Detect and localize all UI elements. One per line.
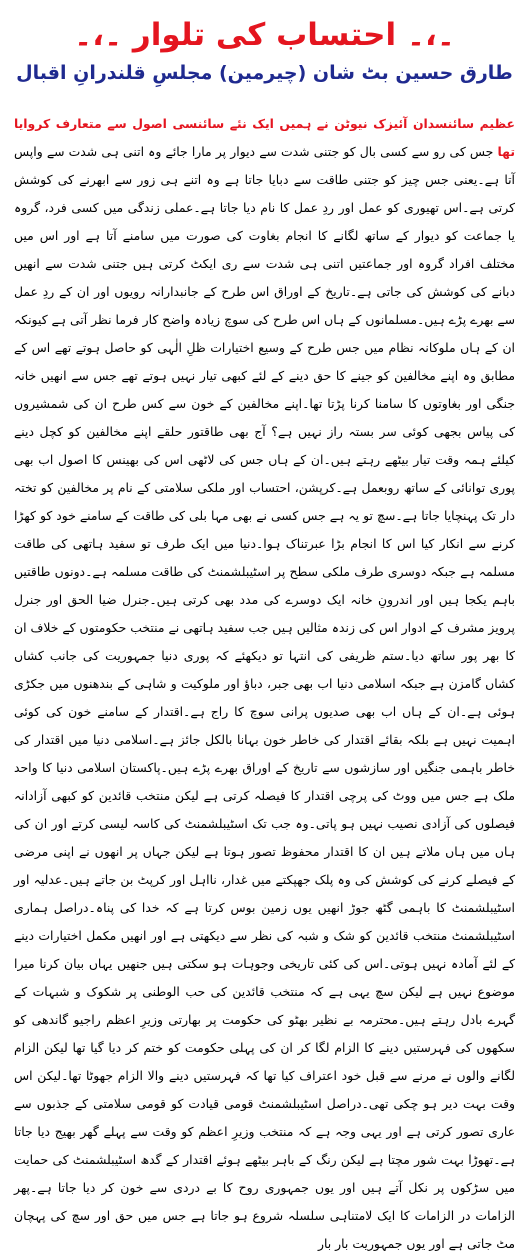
article-body-text: جس کی رو سے کسی بال کو جتنی شدت سے دیوار پر مارا جائے وہ اتنی ہی شدت سے واپس آتا ہے۔یعنی جس چیز کو جتنی طاقت سے دبایا جاتا ہے وہ اتنے ہی زور سے ابھرنے کی کوشش کرتی ہے۔اس تھیوری کو عمل اور ردِ عمل کا نام دیا جاتا ہے۔عملی زندگی میں کسی فرد، گروہ یا جماعت کو دیوار کے ساتھ لگانے کا انجام بغاوت کی صورت میں سامنے آتا ہے اور اس میں مختلف افراد گروہ اور جماعتیں اتنی ہی شدت سے ری ایکٹ کرتی ہیں جتنی شدت سے انھیں دبانے کی کوشش کی جاتی ہے۔تاریخ کے اوراق اس طرح کے جانبدارانہ رویوں اور ان کے ردِ عمل سے بھرے پڑے ہیں۔مسلمانوں کے ہاں اس طرح کی سوچ زیادہ واضح کار فرما نظر آتی ہے کیونکہ ان کے ہاں ملوکانہ نظام میں جس طرح کے وسیع اختیارات ظلِ الٰہی کو حاصل ہوتے تھے اس کے مطابق وہ اپنے مخالفین کو جینے کا حق دینے کے لئے کبھی تیار نہیں ہوتے تھے جس سے انھیں خانہ جنگی اور بغاوتوں کا سامنا کرنا پڑتا تھا۔اپنے مخالفین کے خون سے کس طرح ان کی شمشیروں کی پیاس بجھی کوئی سر بستہ راز نہیں ہے؟ آج بھی طاقتور حلقے اپنے مخالفین کو کچل دینے کیلئے ہمہ وقت تیار بیٹھے رہتے ہیں۔ان کے ہاں جس کی لاٹھی اس کی بھینس کا اصول اب بھی پوری توانائی کے ساتھ روبعمل ہے۔کرپشن، احتساب اور ملکی سلامتی کے نام پر مخالفین کو تختہ دار تک پہنچایا جاتا ہے۔سچ تو یہ ہے جس کسی نے بھی مہا بلی کی طاقت کے سامنے خود کو کھڑا کرنے سے انکار کیا اس کا انجام بڑا عبرتناک ہوا۔دنیا میں ایک طرف تو سفید ہاتھی کی طاقت مسلمہ ہے جبکہ دوسری طرف ملکی سطح پر اسٹیبلشمنٹ کی طاقت مسلمہ ہے۔دونوں طاقتیں باہم یکجا ہیں اور اندرونِ خانہ ایک دوسرے کی مدد بھی کرتی ہیں۔جنرل ضیا الحق اور جنرل پرویز مشرف کے ادوار اس کی زندہ مثالیں ہیں جب سفید ہاتھی نے منتخب حکومتوں کے خلاف ان کا بھر پور ساتھ دیا۔ستم ظریفی کی انتہا تو دیکھئے کہ پوری دنیا جمہوریت کی جانب کشاں کشاں گامزن ہے جبکہ اسلامی دنیا اب بھی جبر، دباؤ اور ملوکیت و شاہی کے بندھنوں میں جکڑی ہوئی ہے۔ان کے ہاں اب بھی صدیوں پرانی سوچ کا راج ہے۔اقتدار کے سامنے خون کی کوئی اہمیت نہیں ہے بلکہ بقائے اقتدار کی خاطر خون بہانا بالکل جائز ہے۔اسلامی دنیا میں اقتدار کی خاطر باہمی جنگیں اور سازشوں سے تاریخ کے اوراق بھرے پڑے ہیں۔پاکستان اسلامی دنیا کا واحد ملک ہے جس میں ووٹ کی پرچی اقتدار کا فیصلہ کرتی ہے لیکن منتخب قائدین کو کبھی آزادانہ فیصلوں کی آزادی نصیب نہیں ہو پاتی۔وہ جب تک اسٹیبلشمنٹ کی کاسہ لیسی کرتے اور ان کی ہاں میں ہاں ملاتے ہیں ان کا اقتدار محفوظ تصور ہوتا ہے لیکن جہاں پر انھوں نے اپنی مرضی کے فیصلے کرنے کی کوشش کی وہ پلک جھپکتے میں غدار، نااہل اور کرپٹ بن جاتے ہیں۔عدلیہ اور اسٹیبلشمنٹ کا باہمی گٹھ جوڑ انھیں یوں زمین بوس کرتا ہے کہ خدا کی پناہ۔دراصل ہماری اسٹیبلشمنٹ منتخب قائدین کو شک و شبہ کی نظر سے دیکھتی ہے اور انھیں مکمل اختیارات دینے کے لئے آمادہ نہیں ہوتی۔اس کی کئی تاریخی وجوہات ہو سکتی ہیں جنھیں یہاں بیان کرنا میرا موضوع نہیں ہے لیکن سچ یہی ہے کہ منتخب قائدین کی حب الوطنی پر شکوک و شبہات کے گہرے بادل رہتے ہیں۔محترمہ بے نظیر بھٹو کی حکومت پر بھارتی وزیرِ اعظم راجیو گاندھی کو سکھوں کی فہرستیں دینے کا الزام لگا کر ان کی پہلی حکومت کو ختم کر دیا گیا تھا لیکن الزام لگانے والوں نے مرنے سے قبل خود اعتراف کیا تھا کہ فہرستیں دینے والا الزام جھوٹا تھا۔لیکن اس وقت بہت دیر ہو چکی تھی۔دراصل اسٹیبلشمنٹ قومی قیادت کو قومی سلامتی کے جذبوں سے عاری تصور کرتی ہے اور یہی وجہ ہے کہ منتخب وزیرِ اعظم کو وقت سے پہلے گھر بھیج دیا جاتا ہے۔تھوڑا بہت شور مچتا ہے لیکن رنگ کے باہر بیٹھے ہوئے اقتدار کے گدھ اسٹیبلشمنٹ کی حمایت میں سڑکوں پر نکل آتے ہیں اور یوں جمہوری روح کا بے دردی سے خون کر دیا جاتا ہے۔پھر الزامات در الزامات کا ایک لامتناہی سلسلہ شروع ہو جاتا ہے جس میں حق اور سچ کی پہچان مٹ جاتی ہے اور یوں جمہوریت بار بار [14, 144, 515, 1251]
article-lead: عظیم سائنسدان آئیزک نیوٹن نے ہمیں ایک نئے سائنسی اصول سے متعارف کروایا تھا [14, 116, 515, 159]
article-body [14, 110, 515, 1258]
article-title: ۔،۔ احتساب کی تلوار ۔،۔ [74, 17, 455, 53]
author-byline: طارق حسین بٹ شان (چیرمین) مجلسِ قلندرانِ اقبال [16, 62, 513, 84]
